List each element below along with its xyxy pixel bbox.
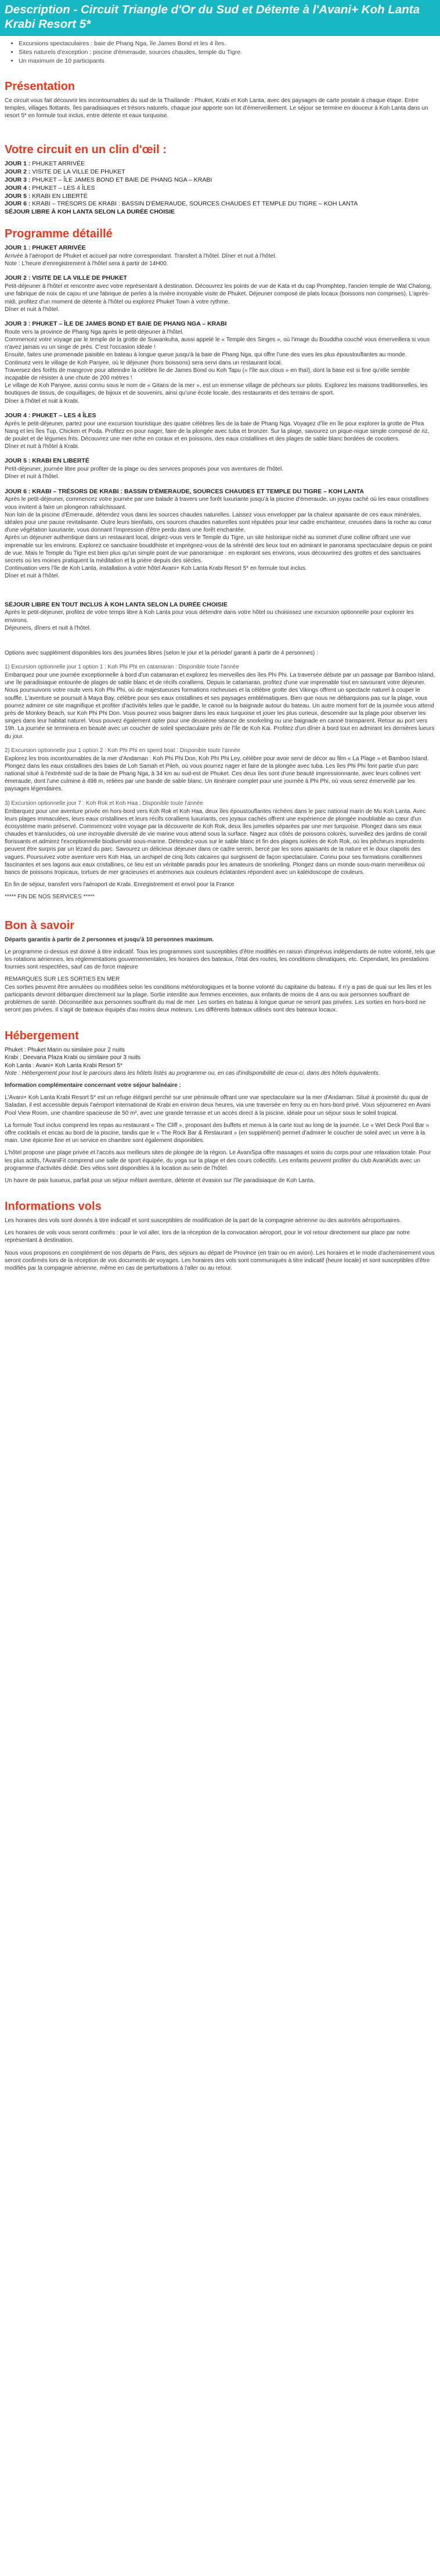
highlights-list <box>0 40 440 66</box>
remarques-heading: REMARQUES SUR LES SORTIES EN MER <box>5 976 120 983</box>
sejour-heading: SÉJOUR LIBRE EN TOUT INCLUS À KOH LANTA SELON LA DURÉE CHOISIE <box>5 601 228 608</box>
option-item <box>5 664 435 740</box>
option-text: Embarquez pour une journée exceptionnelle à bord d'un catamaran et explorez les merveilles des îles Phi Phi. La traversée débute par un passage par Bamboo Island, une île paradisiaque entourée de plages de sable blanc et de récifs coralliens. Depuis le catamaran, profitez d'une vue imprenable tout en savourant votre déjeuner. Nous poursuivons votre route vers Koh Phi Phi, où de majestueuses formations rocheuses et la célèbre grotte des Vikings offrent un spectacle naturel à couper le souffle. L'aventure se poursuit à Maya Bay, célèbre pour ses eaux cristallines et ses paysages emblématiques. Bien que nous ne débarquions pas sur la plage, vous pourrez admirer ce site magnifique et profiter d'activités telles que le paddle, le canoë ou la baignade autour du bateau. Un autre moment fort de la journée vous attend près de Monkey Beach, sur Koh Phi Phi Don. Vous pourrez vous baigner dans les eaux turquoise et jouer les plus curieux, descendre sur la plage pour observer les singes dans leur habitat naturel. Vous pouvez également opter pour une deuxième séance de snorkeling ou une baignade en canoë transparent. Retour au port vers 19h. La journée se terminera en beauté avec un coucher de soleil spectaculaire près de l'île de Koh Kai. Profitez d'un dîner à bord tout en admirant les dernières lueurs du jour. <box>5 672 435 740</box>
hebergement-note: Note : Hébergement pour tout le parcours dans les hôtels listés au programme ou, en cas d'indisponibilité de ceux-ci, dans des hôtels équivalents. <box>5 1070 380 1076</box>
option-text: Embarquez pour une aventure privée en hors-bord vers Koh Rok et Koh Haa, deux îles époustouflantes nichées dans le parc national marin de Mu Koh Lanta. Avec leurs plages immaculées, leurs eaux cristallines et leurs récifs coralliens luxuriants, ces joyaux cachés offrent une expérience de plongée inoubliable au cœur d'un écosystème marin préservé. Commencez votre voyage par la découverte de Koh Rok, deux îles jumelles séparées par une mer turquoise. Plongez dans ses eaux chaudes et translucides, où une incroyable diversité de vie marine vous attend sous la surface. Nagez aux côtés de poissons colorés, surveillez des jardins de corail florissants et admirez l'exceptionnelle biodiversité sous-marine. Détendez-vous sur le sable blanc et fin des plages isolées de Koh Rok, où les pêcheurs imprudents peuvent être surpris par un lézard du parc. Savourez un délicieux déjeuner dans ce cadre serein, bercé par les sons apaisants de la nature et le doux clapotis des vagues. Poursuivez votre aventure vers Koh Haa, un archipel de cinq îlots calcaires qui surgissent de façon spectaculaire. Connu pour ses formations coralliennes fascinantes et ses lagons aux eaux cristallines, ce lieu est un véritable paradis pour les amateurs de snorkeling. Plongez dans un monde sous-marin merveilleux où bancs de poissons tropicaux, tortues de mer gracieuses et anémones aux couleurs éclatantes répondent avec un kaléidoscope de couleurs. <box>5 808 427 876</box>
page <box>0 0 440 1272</box>
program-day-4 <box>5 412 435 451</box>
program-day-3 <box>5 320 435 405</box>
day-heading: JOUR 4 : PHUKET – LES 4 ÎLES <box>5 411 96 419</box>
option-item <box>5 747 435 793</box>
overview-day: JOUR 2 : VISITE DE LA VILLE DE PHUKET <box>5 168 125 175</box>
hotel-line: Koh Lanta : Avani+ Koh Lanta Krabi Resort 5* <box>5 1062 123 1069</box>
overview-day: JOUR 4 : PHUKET – LES 4 ÎLES <box>5 184 95 192</box>
option-heading: 3) Excursion optionnelle jour 7 : Koh Rok et Koh Haa : Disponible toute l'année <box>5 800 203 807</box>
highlight-item: • Un maximum de 10 participants <box>19 57 440 66</box>
page-title: Description - Circuit Triangle d'Or du Sud et Détente à l'Avani+ Koh Lanta Krabi Resort 5* <box>0 0 440 36</box>
bon-text: Ces sorties peuvent être annulées ou modifiées selon les conditions météorologiques et la bonne volonté du capitaine du bateau. Il n'y a pas de quai sur les îles et les participants devront débarquer directement sur la plage. Sortie interdite aux femmes enceintes, aux enfants de moins de 4 ans ou aux personnes souffrant de problèmes de santé. Déconseillée aux personnes souffrant du mal de mer. Les sorties en bateau à longue queue ne seront pas privées. Les sorties en hors-bord ne seront pas privées. Il s'agit de bateaux équipés d'au moins deux moteurs. Les différents bateaux utilisés sont des bateaux locaux. <box>5 984 432 1014</box>
day-text: Dîner et nuit à l'hôtel. <box>5 474 60 480</box>
sejour-text: Après le petit-déjeuner, profitez de votre temps libre à Koh Lanta pour vous détendre dans votre hôtel ou choisissez une excursion optionnelle pour explorer les environs. <box>5 609 414 624</box>
options-intro: Options avec supplément disponibles lors des journées libres (selon le jour et la période/ garanti à partir de 4 personnes) : <box>5 649 318 656</box>
presentation-text: Ce circuit vous fait découvrir les incontournables du sud de la Thaïlande : Phuket, Krabi et Koh Lanta, avec des paysages de carte postale à chaque étape. Entre temples, villages flottants, îles paradisiaques et trésors naturels, chaque jour apporte son lot d'émerveillement. Le séjour se termine en douceur à Koh Lanta dans un resort 5* en formule tout inclus, entre détente et eaux turquoise. <box>5 97 428 119</box>
informations-heading: Informations vols <box>5 1200 102 1213</box>
highlight-item: • Excursions spectaculaires : baie de Phang Nga, île James Bond et les 4 îles. <box>19 40 440 48</box>
option-text: Explorez les trois incontournables de la mer d'Andaman : Koh Phi Phi Don, Koh Phi Phi Ley, célèbre pour avoir servi de décor au film « La Plage » et Bamboo Island. Plongez dans les eaux cristallines des baies de Loh Samah et Pileh, où vous pourrez nager et faire de la plongée avec tuba. Les îles Phi Phi font partie d'un parc national situé à l'extrémité sud de la baie de Phang Nga, à 34 km au sud-est de Phuket. Ces deux îles sont d'une beauté impressionnante, avec leurs collines vert émeraude, dont l'une culmine à 498 m, reliées par une bande de sable blanc. Un itinéraire complet pour une journée à Phi Phi, où vous serez émerveillé par les paysages légendaires. <box>5 755 429 793</box>
day-text: Traversez des forêts de mangrove pour atteindre la célèbre île de James Bond ou Koh Tapu (« l'île aux clous » en thaï), dont la base est si fine qu'elle semble incapable de résister à une chute de 200 mètres ! <box>5 367 410 381</box>
overview-heading: Votre circuit en un clin d'œil : <box>5 143 167 157</box>
hotel-line: Krabi : Deevana Plaza Krabi ou similaire pour 3 nuits <box>5 1054 141 1061</box>
day-text: Après le petit-déjeuner, partez pour une excursion touristique des quatre célèbres îles de la baie de Phang Nga. Voyagez d'île en île pour explorer la grotte de Phra Nang et les îles Tup, Chicken et Poda. Profitez en pour nager, faire de la plongée avec tuba et bronzer. Sur la plage, savourez un pique-nique simple composé de riz, de poulet et de légumes frits. Découvrez une mer riche en coraux et en poissons, des eaux cristallines et des plages de sable blanc bordées de cocotiers. <box>5 420 430 442</box>
hebergement-heading: Hébergement <box>5 1029 79 1043</box>
day-heading: JOUR 6 : KRABI – TRÉSORS DE KRABI : BASSIN D'ÉMERAUDE, SOURCES CHAUDES ET TEMPLE DU TIGRE – KOH LANTA <box>5 487 364 495</box>
day-text: Petit-déjeuner à l'hôtel et rencontre avec votre représentant à destination. Découvrez les points de vue de Kata et du cap Promphtep, l'ancien temple de Wat Chalong, une fabrique de noix de cajou et une fabrique de perles à la rivière incroyable visite de Phuket. Déjeuner composé de plats locaux (boissons non comprises). L'après-midi, profitez d'un moment de détente à l'hôtel ou explorez Phuket Town à votre rythme. <box>5 283 432 305</box>
sejour-text: Déjeuners, dîners et nuit à l'hôtel. <box>5 624 91 631</box>
hebergement-text: L'hôtel propose une plage privée et l'accès aux meilleurs sites de plongée de la région. Le AvaniSpa offre massages et soins du corps pour une relaxation totale. Pour les plus actifs, l'AvaniFit comprend une salle de sport équipée, du yoga sur la plage et des cours collectifs. Les enfants peuvent profiter du club AvaniKids avec un programme d'activités dédié. Des vélos sont disponibles à la location au sein de l'hôtel. <box>5 1150 431 1172</box>
day-text: Dîner et nuit à l'hôtel à Krabi. <box>5 443 80 450</box>
hotel-line: Phuket : Phuket Marin ou similaire pour 2 nuits <box>5 1047 125 1054</box>
day-text: Dîner à l'hôtel et nuit à Krabi. <box>5 398 80 404</box>
bon-highlight: Départs garantis à partir de 2 personnes et jusqu'à 10 personnes maximum. <box>5 936 214 943</box>
day-text: Commencez votre voyage par le temple de la grotte de Suwankuha, aussi appelé le « Temple des Singes », où l'image du Bouddha couché vous émerveillera si vous n'avez jamais vu un singe de près. C'est l'occasion idéale ! <box>5 337 430 351</box>
day-heading: JOUR 3 : PHUKET – ÎLE DE JAMES BOND ET BAIE DE PHANG NGA – KRABI <box>5 320 227 327</box>
overview-day: JOUR 3 : PHUKET – ÎLE JAMES BOND ET BAIE DE PHANG NGA – KRABI <box>5 176 212 183</box>
program-heading: Programme détaillé <box>5 227 113 241</box>
content <box>0 80 440 1273</box>
end-line: En fin de séjour, transfert vers l'aéroport de Krabi. Enregistrement et envol pour la France <box>5 881 235 888</box>
program-day-2 <box>5 274 435 313</box>
informations-text: Les horaires des vols sont donnés à titre indicatif et sont susceptibles de modification de la part de la compagnie aérienne ou des autorités aéroportuaires. <box>5 1217 402 1224</box>
day-text: Ensuite, faites une promenade paisible en bateau à longue queue jusqu'à la baie de Phang Nga, qui offre l'une des vues les plus époustouflantes au monde. <box>5 352 407 359</box>
day-text: Dîner et nuit à l'hôtel. <box>5 573 60 580</box>
bon-text: Le programme ci-dessus est donné à titre indicatif. Tous les programmes sont susceptibles d'être modifiés en raison d'imprévus indépendants de notre volonté, tels que les rotations aériennes, les réglementations gouvernementales, les horaires des bateaux, l'état des routes, les conditions climatiques, etc. Cependant, les prestations fournies sont respectées, sauf cas de force majeure <box>5 948 435 971</box>
option-item <box>5 800 435 877</box>
overview-day: JOUR 5 : KRABI EN LIBERTÉ <box>5 192 88 200</box>
program-day-5 <box>5 457 435 480</box>
day-text: Route vers la province de Phang Nga après le petit-déjeuner à l'hôtel. <box>5 328 184 335</box>
fin-services: ***** FIN DE NOS SERVICES ***** <box>5 894 95 901</box>
day-text: Non loin de la piscine d'Émeraude, détendez vous dans les sources chaudes naturelles. Laissez vous envelopper par la chaleur apaisante de ces eaux minérales, idéales pour une pause revitalisante. Outre leurs bienfaits, ces sources chaudes naturelles sont réputées pour leur cadre enchanteur, creusées dans la roche au cœur d'une végétation luxuriante, vous donnant l'impression d'être perdu dans une forêt enchantée. <box>5 511 432 534</box>
day-text: Arrivée à l'aéroport de Phuket et accueil par notre correspondant. Transfert à l'hôtel. Dîner et nuit à l'hôtel. <box>5 253 277 260</box>
hebergement-text: La formule Tout inclus comprend les repas au restaurant « The Cliff », proposant des buffets et menus à la carte tout au long de la journée. Le « Wet Deck Pool Bar » offre cocktails et encas au bord de la piscine, tandis que le « The Rock Bar & Restaurant » (en supplément) permet d'admirer le coucher de soleil avec un verre à la main. Une épicerie fine et un service en chambre sont également disponibles. <box>5 1122 430 1144</box>
overview-day: JOUR 6 : KRABI – TRÉSORS DE KRABI : BASSIN D'ÉMERAUDE, SOURCES CHAUDES ET TEMPLE DU TIGRE – KOH LANTA <box>5 200 358 208</box>
day-text: Après un déjeuner authentique dans un restaurant local, dirigez-vous vers le Temple du Tigre, un site historique niché au sommet d'une colline offrant une vue imprenable sur les environs. Explorez ce sanctuaire bouddhiste et imprégnez-vous de la sérénité des lieux tout en admirant le panorama spectaculaire depuis ce point de vue. Mais le Temple du Tigre est bien plus qu'un simple point de vue panoramique : en explorant ses environs, vous découvrirez des grottes et des sanctuaires secrets où les moines pratiquent la méditation et la prière depuis des siècles. <box>5 534 432 564</box>
option-heading: 1) Excursion optionnelle jour 1 option 1 : Koh Phi Phi en catamaran : Disponible toute l'année <box>5 664 239 671</box>
highlight-item: • Sites naturels d'exception : piscine d'émeraude, sources chaudes, temple du Tigre. <box>19 49 440 57</box>
sejour-libre <box>5 601 435 632</box>
day-heading: JOUR 1 : PHUKET ARRIVÉE <box>5 244 86 252</box>
overview-day: JOUR 1 : PHUKET ARRIVÉE <box>5 160 85 168</box>
day-text: Continuation vers l'île de Koh Lanta, installation à votre hôtel Avani+ Koh Lanta Krabi Resort 5* en formule tout inclus. <box>5 565 307 572</box>
informations-text: Nous vous proposons en complément de nos départs de Paris, des séjours au départ de Province (en train ou en avion). Les horaires et le mode d'acheminement vous seront confirmés lors de la réception de vos documents de voyages. Les horaires des vols sont communiqués à titre indicatif (heure locale) et sont susceptibles d'être modifiés par la compagnie aérienne, même en cas de perturbations à l'aller ou au retour. <box>5 1249 435 1271</box>
bon-heading: Bon à savoir <box>5 919 75 932</box>
option-heading: 2) Excursion optionnelle jour 1 option 2 : Koh Phi Phi en speed boat : Disponible toute l'année <box>5 747 240 754</box>
info-heading: Information complémentaire concernant votre séjour balnéaire : <box>5 1082 181 1089</box>
day-heading: JOUR 5 : KRABI EN LIBERTÉ <box>5 457 89 465</box>
hotel-list <box>5 1046 435 1070</box>
day-text: Le village de Koh Panyee, aussi connu sous le nom de « Gitans de la mer », est un immense village de pêcheurs sur pilotis. Explorez les maisons traditionnelles, les boutiques de tissus, de coquillages, de bijoux et de souvenirs, ainsi qu'une école locale, des restaurants et des terrains de sport. <box>5 382 428 397</box>
hebergement-text: Un havre de paix luxueux, parfait pour un séjour mêlant aventure, détente et évasion sur l'île paradisiaque de Koh Lanta. <box>5 1177 315 1184</box>
overview-day: SÉJOUR LIBRE À KOH LANTA SELON LA DURÉE CHOISIE <box>5 208 175 216</box>
day-text: Petit-déjeuner, journée libre pour profiter de la plage ou des services proposés pour vos aventures de l'hôtel. <box>5 466 283 473</box>
informations-text: Les horaires de vols vous seront confirmés : pour le vol aller, lors de la réception de la convocation aéroport, pour le vol retour directement sur place par notre représentant à destination. <box>5 1230 410 1244</box>
day-text: Note : L'heure d'enregistrement à l'hôtel sera à partir de 14H00. <box>5 261 168 268</box>
day-text: Dîner et nuit à l'hôtel. <box>5 306 60 313</box>
program-day-6 <box>5 488 435 580</box>
day-text: Après le petit-déjeuner, commencez votre journée par une balade à travers une forêt luxuriante jusqu'à la piscine d'émeraude, un joyau caché où les eaux cristallines vous invitent à faire un plongeon rafraîchissant. <box>5 496 429 511</box>
hebergement-text: L'Avani+ Koh Lanta Krabi Resort 5* est un refuge élégant perché sur une péninsule offrant une vue spectaculaire sur la mer d'Andaman. Situé à proximité du quai de Saladan, il est accessible depuis l'aéroport international de Krabi en environ deux heures, via une traversée en ferry ou en hors-bord privé. Vous séjournerez en Avani Pool View Room, une chambre spacieuse de 50 m², avec une grande terrasse et un accès direct à la piscine, idéale pour un séjour sous le soleil tropical. <box>5 1094 431 1117</box>
day-heading: JOUR 2 : VISITE DE LA VILLE DE PHUKET <box>5 274 127 282</box>
program-day-1 <box>5 244 435 268</box>
presentation-heading: Présentation <box>5 80 75 93</box>
day-text: Continuez vers le village de Koh Panyee, où le déjeuner (hors boissons) sera servi dans un restaurant local. <box>5 359 283 366</box>
overview-day-list <box>5 160 435 216</box>
options-section <box>5 649 435 901</box>
